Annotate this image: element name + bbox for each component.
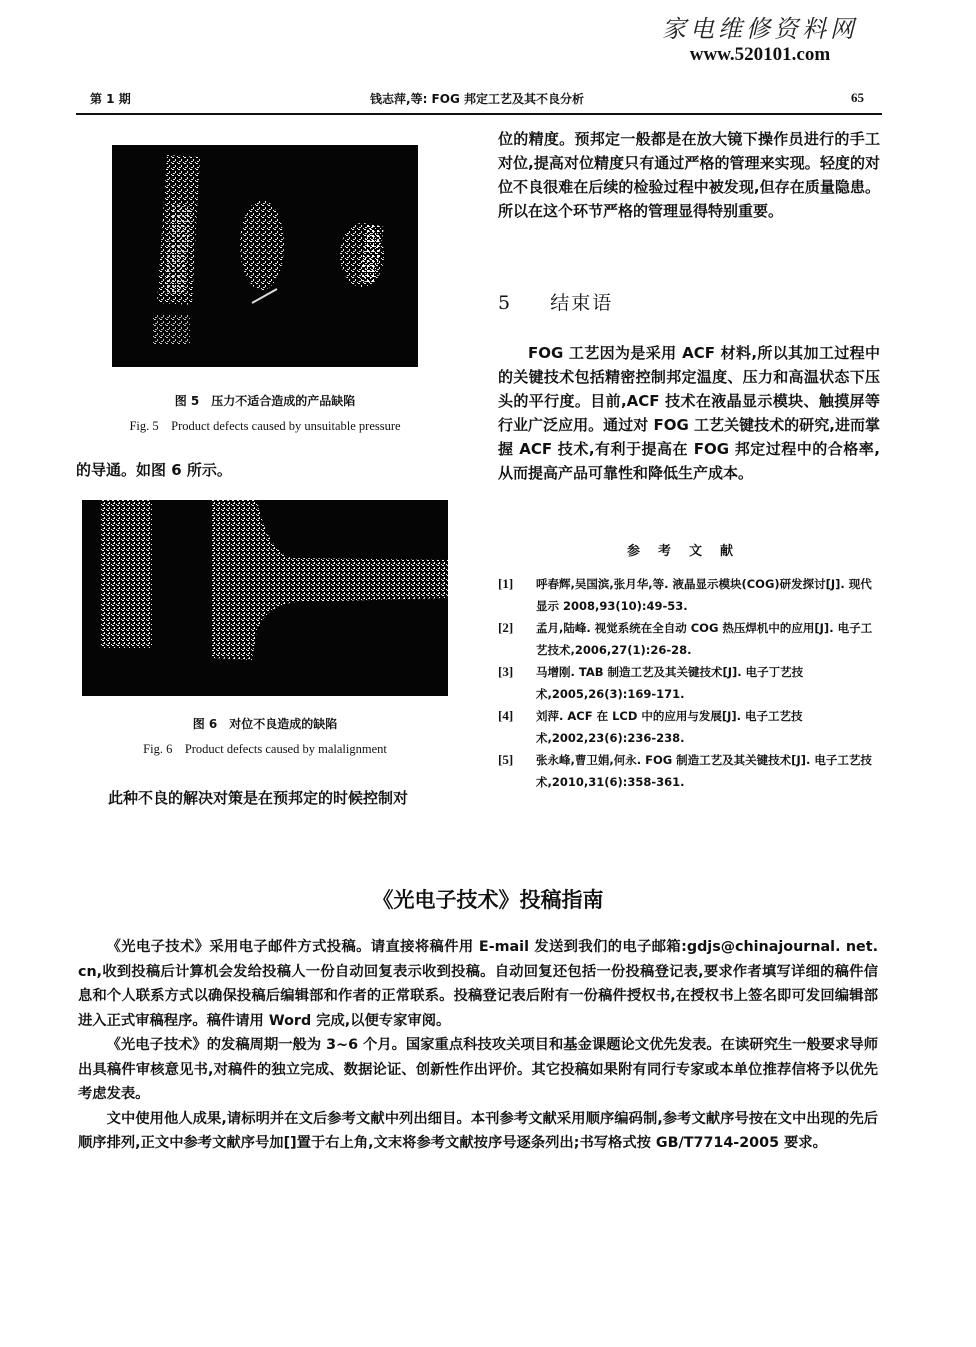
guide-paragraph: 《光电子技术》的发稿周期一般为 3~6 个月。国家重点科技攻关项目和基金课题论文优先发表。在读研究生一般要求导师出具稿件审核意见书,对稿件的独立完成、数据论证、创新性作出评价。其它投稿如果附有同行专家或本单位推荐信将予以优先考虑发表。: [78, 1037, 878, 1102]
reference-number: [4]: [498, 708, 514, 723]
reference-number: [1]: [498, 576, 514, 591]
watermark-site-name: 家电维修资料网: [662, 15, 858, 43]
figure-6-caption-cn: 图 6 对位不良造成的缺陷: [192, 717, 338, 731]
references-title: 参考文献: [626, 544, 751, 559]
figure-6-caption-en: Fig. 6 Product defects caused by malalignment: [143, 742, 387, 756]
misaligned-lead: [212, 500, 448, 660]
figure-5-caption-en: Fig. 5 Product defects caused by unsuitable pressure: [129, 419, 401, 433]
reference-text: 张永峰,曹卫娟,何永. FOG 制造工艺及其关键技术[J]. 电子工艺技术,2010,31(6):358-361.: [536, 753, 872, 789]
reference-text: 呼春辉,吴国滨,张月华,等. 液晶显示模块(COG)研发探讨[J]. 现代显示 2008,93(10):49-53.: [536, 577, 872, 613]
figure-6-photo: [82, 500, 448, 696]
reference-text: 孟月,陆峰. 视觉系统在全自动 COG 热压焊机中的应用[J]. 电子工艺技术,2006,27(1):26-28.: [536, 621, 873, 657]
article-running-title: 钱志萍,等: FOG 邦定工艺及其不良分析: [370, 92, 584, 106]
submission-guide-body: [78, 935, 878, 1156]
running-head: [84, 90, 870, 110]
decorative-divider: [76, 826, 882, 834]
paragraph-end-left: 此种不良的解决对策是在预邦定的时候控制对: [108, 789, 409, 807]
figure-5-image: [112, 145, 418, 367]
reference-item: [498, 617, 882, 661]
section-number: 5: [498, 292, 513, 314]
figure-6-image: [82, 500, 448, 696]
reference-number: [3]: [498, 664, 514, 679]
figure-5-photo: [112, 145, 418, 367]
watermark-url: www.520101.com: [689, 44, 831, 65]
page-number: 65: [851, 90, 864, 105]
reference-item: [498, 573, 882, 617]
reference-number: [5]: [498, 752, 514, 767]
paragraph-top-right: 位的精度。预邦定一般都是在放大镜下操作员进行的手工对位,提高对位精度只有通过严格的管理来实现。轻度的对位不良很难在后续的检验过程中被发现,但存在质量隐患。所以在这个环节严格的管理显得特别重要。: [498, 130, 880, 220]
section-heading: [498, 288, 613, 315]
site-watermark: [662, 14, 858, 66]
defect-region-middle: [240, 200, 284, 290]
reference-text: 刘萍. ACF 在 LCD 中的应用与发展[J]. 电子工艺技术,2002,23(6):236-238.: [536, 709, 803, 745]
reference-text: 马增刚. TAB 制造工艺及其关键技术[J]. 电子丁艺技术,2005,26(3):169-171.: [536, 665, 804, 701]
guide-paragraph: 文中使用他人成果,请标明并在文后参考文献中列出细目。本刊参考文献采用顺序编码制,参考文献序号按在文中出现的先后顺序排列,正文中参考文献序号加[]置于右上角,文末将参考文献按序号逐条列出;书写格式按 GB/T7714-2005 要求。: [78, 1110, 878, 1151]
conclusion-paragraph: FOG 工艺因为是采用 ACF 材料,所以其加工过程中的关键技术包括精密控制邦定温度、压力和高温状态下压头的平行度。目前,ACF 技术在液晶显示模块、触摸屏等行业广泛应用。通过对 FOG 工艺关键技术的研究,进而掌握 ACF 技术,有利于提高在 FOG 邦定过程中的合格率,从而提高产品可靠性和降低生产成本。: [498, 344, 880, 482]
references-list: [498, 573, 882, 793]
guide-paragraph: 《光电子技术》采用电子邮件方式投稿。请直接将稿件用 E-mail 发送到我们的电子邮箱:gdjs@chinajournal. net. cn,收到投稿后计算机会发给投稿人一份自动回复表示收到投稿。自动回复还包括一份投稿登记表,要求作者填写详细的稿件信息和个人联系方式以确保投稿后编辑部和作者的正常联系。投稿登记表后附有一份稿件授权书,在授权书上签名即可发回编辑部进入正式审稿程序。稿件请用 Word 完成,以便专家审阅。: [78, 939, 878, 1029]
reference-item: [498, 705, 882, 749]
submission-guide-title: 《光电子技术》投稿指南: [372, 888, 604, 912]
header-rule: [76, 113, 882, 115]
divider-pattern: [76, 833, 882, 834]
figure-5-caption-cn: 图 5 压力不适合造成的产品缺陷: [174, 394, 356, 408]
paragraph-after-fig5: 的导通。如图 6 所示。: [76, 461, 232, 479]
section-title: 结束语: [550, 292, 614, 314]
reference-item: [498, 749, 882, 793]
reference-number: [2]: [498, 620, 514, 635]
left-lead: [100, 500, 152, 648]
issue-label: 第 1 期: [90, 92, 131, 106]
reference-item: [498, 661, 882, 705]
